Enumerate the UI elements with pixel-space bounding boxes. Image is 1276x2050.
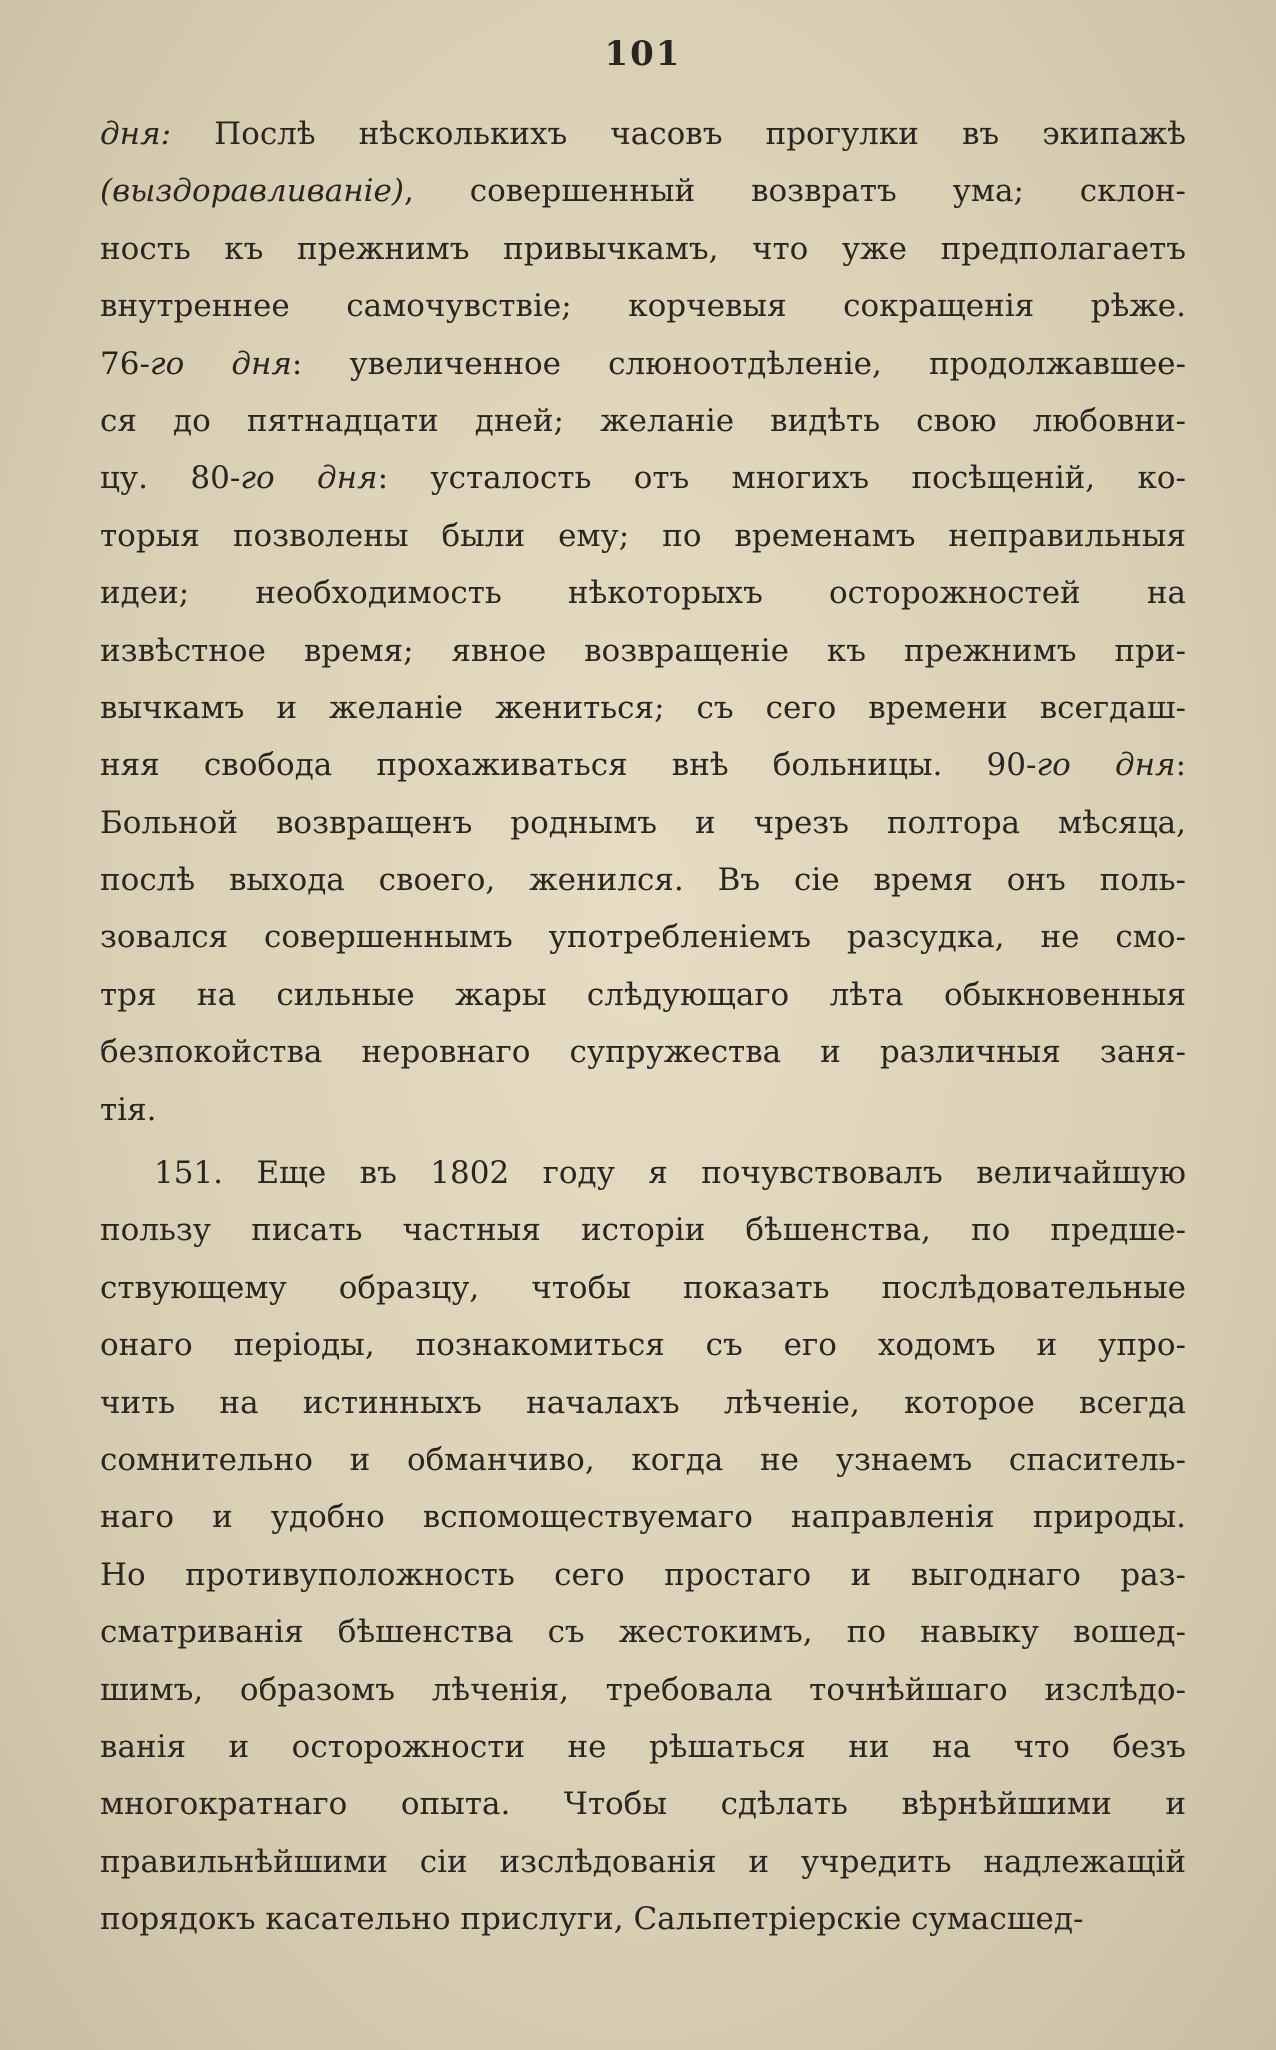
- text-segment: : увеличенное слюноотдѣленіе, продолжавшее-: [291, 345, 1186, 382]
- text-segment: тія.: [100, 1091, 157, 1128]
- text-line: [100, 106, 1186, 163]
- italic-text: го дня: [240, 460, 378, 497]
- text-line: [100, 221, 1186, 278]
- page-number: 101: [604, 34, 682, 74]
- text-line: [100, 1719, 1186, 1776]
- text-line: [100, 1489, 1186, 1546]
- text-line: [100, 680, 1186, 737]
- text-line: [100, 163, 1186, 220]
- text-segment: многократнаго опыта. Чтобы сдѣлать вѣрнѣйшими и: [100, 1786, 1186, 1823]
- text-line: [100, 737, 1186, 794]
- italic-text: го дня: [149, 345, 292, 382]
- text-line: [100, 1432, 1186, 1489]
- text-line: [100, 1547, 1186, 1604]
- text-line: [100, 623, 1186, 680]
- text-segment: пользу писать частныя исторіи бѣшенства, по предше-: [100, 1212, 1186, 1249]
- text-line: [100, 1145, 1186, 1202]
- text-segment: послѣ выхода своего, женился. Въ сіе время онъ поль-: [100, 862, 1186, 899]
- text-segment: безпокойства неровнаго супружества и различныя заня-: [100, 1034, 1186, 1071]
- text-line: [100, 1202, 1186, 1259]
- text-line: [100, 1662, 1186, 1719]
- text-line: [100, 393, 1186, 450]
- paragraph: [100, 106, 1186, 1139]
- text-segment: шимъ, образомъ лѣченія, требовала точнѣйшаго изслѣдо-: [100, 1671, 1186, 1708]
- text-segment: наго и удобно вспомоществуемаго направленія природы.: [100, 1499, 1186, 1536]
- text-line: [100, 852, 1186, 909]
- text-segment: онаго періоды, познакомиться съ его ходомъ и упро-: [100, 1327, 1186, 1364]
- body-text: [100, 106, 1186, 1949]
- text-segment: торыя позволены были ему; по временамъ неправильныя: [100, 517, 1186, 554]
- text-line: [100, 1834, 1186, 1891]
- italic-text: го дня: [1036, 747, 1176, 784]
- text-segment: зовался совершеннымъ употребленіемъ разсудка, не смо-: [100, 919, 1186, 956]
- text-line: [100, 1776, 1186, 1833]
- text-line: [100, 1082, 1186, 1139]
- text-segment: 151. Еще въ 1802 году я почувствовалъ величайшую: [154, 1155, 1186, 1192]
- text-segment: :: [1175, 747, 1186, 784]
- text-segment: ванія и осторожности не рѣшаться ни на что безъ: [100, 1728, 1186, 1765]
- text-line: [100, 1024, 1186, 1081]
- text-segment: правильнѣйшими сіи изслѣдованія и учредить надлежащій: [100, 1843, 1186, 1880]
- italic-text: дня:: [100, 116, 172, 152]
- text-segment: идеи; необходимость нѣкоторыхъ осторожностей на: [100, 575, 1186, 612]
- text-segment: цу. 80-: [100, 460, 241, 497]
- text-line: [100, 1260, 1186, 1317]
- italic-text: (выздоравливаніе): [100, 173, 404, 210]
- text-line: [100, 278, 1186, 335]
- text-segment: внутреннее самочувствіе; корчевыя сокращенія рѣже.: [100, 288, 1186, 325]
- paragraph: [100, 1145, 1186, 1948]
- text-segment: ность къ прежнимъ привычкамъ, что уже предполагаетъ: [100, 230, 1186, 267]
- text-segment: извѣстное время; явное возвращеніе къ прежнимъ при-: [100, 632, 1186, 669]
- text-segment: няя свобода прохаживаться внѣ больницы. 90-: [100, 747, 1037, 784]
- text-line: [100, 909, 1186, 966]
- text-line: [100, 1317, 1186, 1374]
- text-segment: Больной возвращенъ роднымъ и чрезъ полтора мѣсяца,: [100, 804, 1186, 841]
- text-line: [100, 336, 1186, 393]
- text-line: [100, 565, 1186, 622]
- text-segment: тря на сильные жары слѣдующаго лѣта обыкновенныя: [100, 976, 1186, 1013]
- text-segment: сомнительно и обманчиво, когда не узнаемъ спаситель-: [100, 1441, 1186, 1478]
- text-line: [100, 508, 1186, 565]
- text-line: [100, 1891, 1186, 1948]
- text-segment: сматриванія бѣшенства съ жестокимъ, по навыку вошед-: [100, 1614, 1186, 1651]
- text-segment: ствующему образцу, чтобы показать послѣдовательные: [100, 1269, 1186, 1306]
- text-segment: : усталость отъ многихъ посѣщеній, ко-: [377, 460, 1186, 497]
- text-line: [100, 1375, 1186, 1432]
- text-segment: 76-: [100, 345, 150, 382]
- text-segment: , совершенный возвратъ ума; склон-: [403, 173, 1186, 210]
- text-segment: Но противуположность сего простаго и выгоднаго раз-: [100, 1556, 1186, 1593]
- text-line: [100, 967, 1186, 1024]
- text-line: [100, 450, 1186, 507]
- text-segment: порядокъ касательно прислуги, Сальпетріерскіе сумасшед-: [100, 1901, 1084, 1938]
- text-segment: ся до пятнадцати дней; желаніе видѣть свою любовни-: [100, 402, 1186, 439]
- text-segment: чить на истинныхъ началахъ лѣченіе, которое всегда: [100, 1384, 1186, 1421]
- text-segment: Послѣ нѣсколькихъ часовъ прогулки въ экипажѣ: [171, 116, 1186, 152]
- text-line: [100, 1604, 1186, 1661]
- text-segment: вычкамъ и желаніе жениться; съ сего времени всегдаш-: [100, 689, 1186, 726]
- text-line: [100, 795, 1186, 852]
